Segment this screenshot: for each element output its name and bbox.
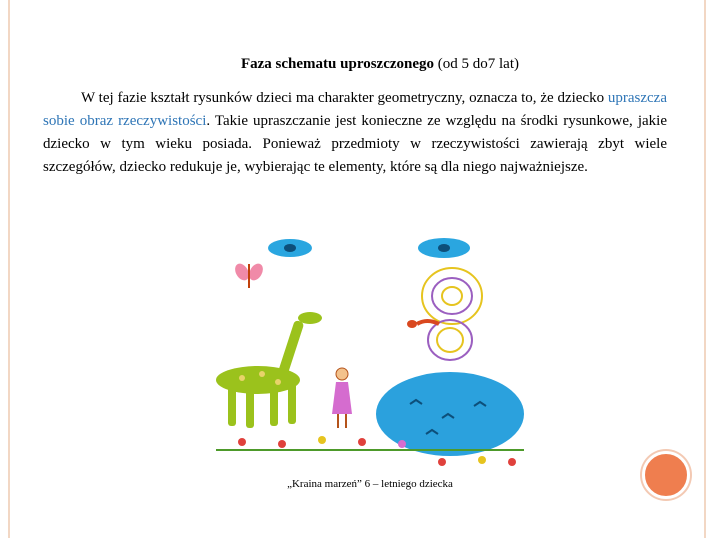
- image-caption: „Kraina marzeń” 6 – letniego dziecka: [287, 478, 453, 490]
- child-figure: [332, 368, 352, 428]
- small-butterfly: [232, 261, 265, 288]
- green-giraffe: [216, 312, 322, 428]
- spiral-butterfly: [407, 268, 482, 360]
- paragraph-part1: W tej fazie kształt rysunków dzieci ma charakter geometryczny, oznacza to, że dziecko: [81, 90, 608, 106]
- paragraph-part2: . Takie upraszczanie jest konieczne ze względu na środki rysunkowe, jakie dziecko w tym wieku posiada. Ponieważ przedmioty w rzeczywistości zawierają zbyt wiele szczegółów, dziecko redukuje je, wybierając te elementy, które są dla niego najważniejsze.: [43, 113, 667, 175]
- child-drawing-image: [212, 224, 528, 470]
- title-rest: (od 5 do7 lat): [434, 56, 519, 72]
- slide-title: [0, 56, 720, 73]
- paragraph-highlight: upraszcza sobie obraz rzeczywistości: [43, 90, 667, 129]
- decorative-circle: [642, 451, 690, 499]
- body-paragraph: [43, 87, 667, 179]
- title-bold: Faza schematu uproszczonego: [240, 56, 435, 72]
